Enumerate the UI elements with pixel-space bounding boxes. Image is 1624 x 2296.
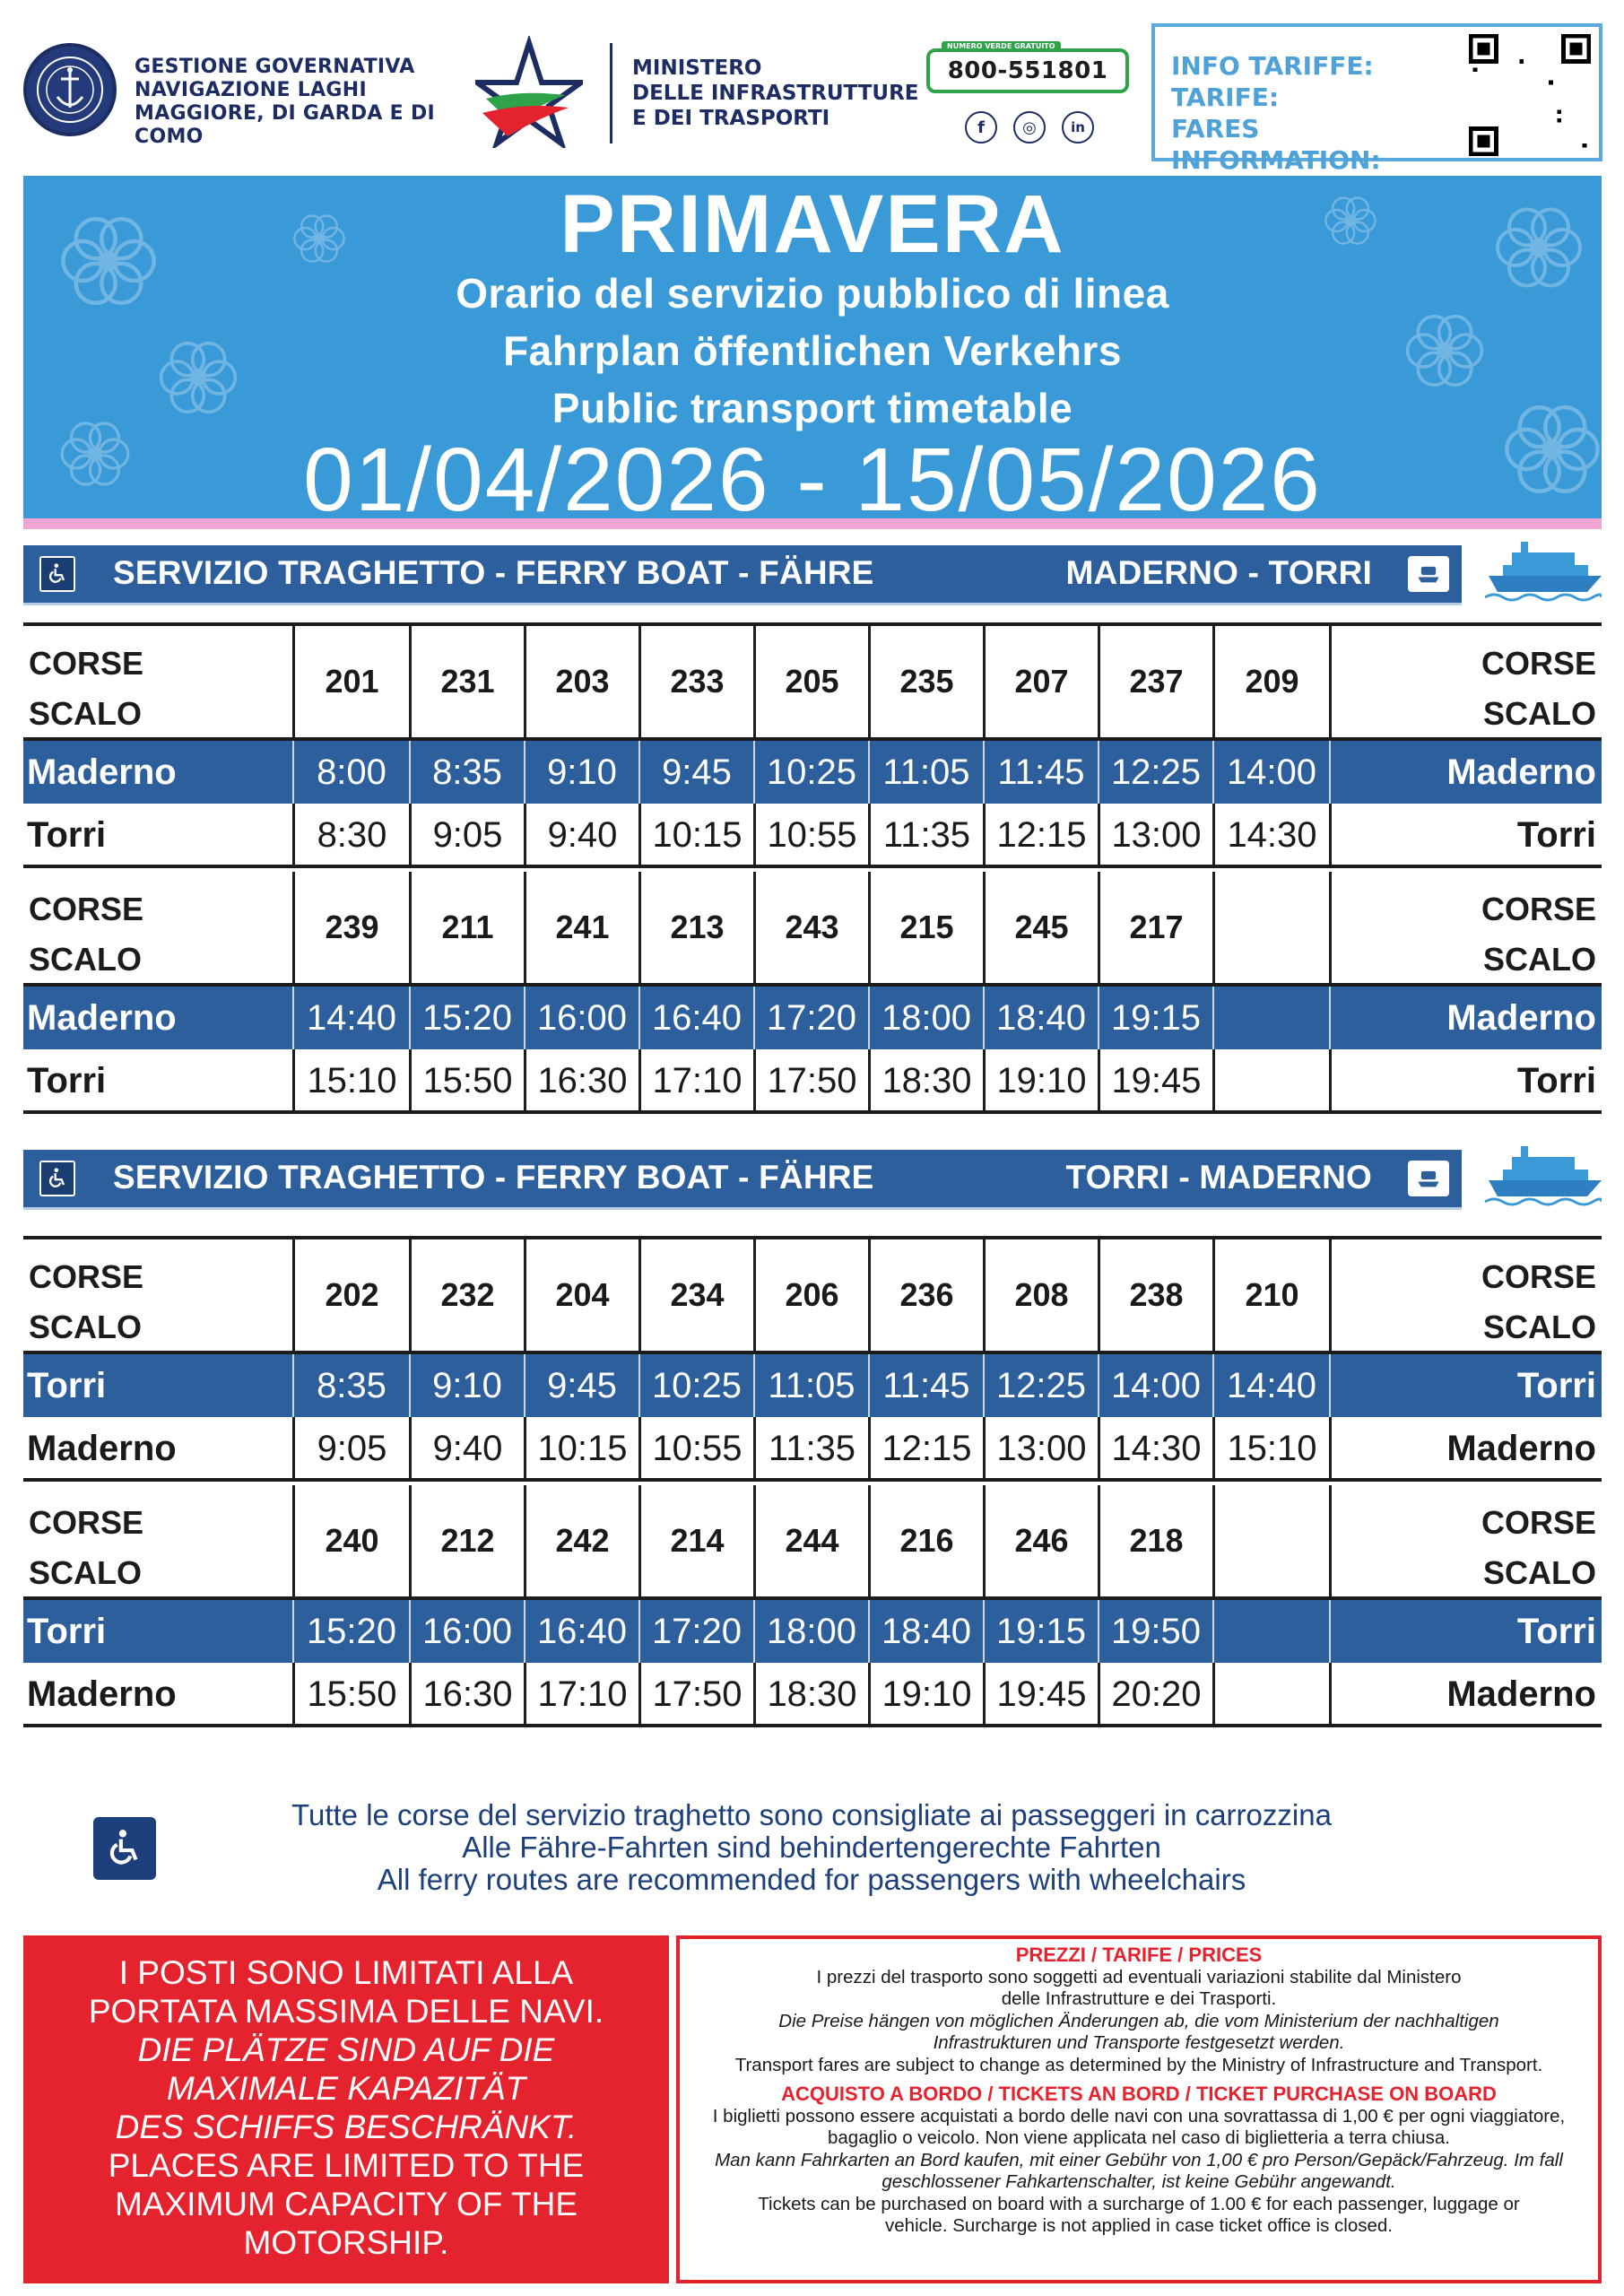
arrival-time: 14:30 [1098, 1417, 1212, 1480]
run-number: 245 [983, 872, 1098, 983]
capacity-it-2: PORTATA MASSIMA DELLE NAVI. [88, 1993, 604, 2030]
banner-line-en: Public transport timetable [551, 385, 1073, 431]
ministry-line-2: DELLE INFRASTRUTTURE [632, 82, 919, 105]
fares-info-text [1171, 50, 1467, 176]
departure-time: 16:40 [524, 1600, 638, 1663]
departure-time: 9:45 [638, 741, 753, 804]
arrival-time: 13:00 [1098, 804, 1212, 866]
arrival-time: 16:30 [409, 1663, 524, 1726]
runs-header-row [23, 1239, 1602, 1354]
run-number: 241 [524, 872, 638, 983]
org-line-3: MAGGIORE, DI GARDA E DI COMO [135, 102, 436, 148]
validity-dates: 01/04/2026 - 15/05/2026 [303, 430, 1322, 530]
run-number: 202 [292, 1239, 409, 1351]
departure-row [23, 1600, 1602, 1663]
column-rule [1329, 626, 1332, 737]
run-number: 212 [409, 1485, 524, 1596]
arrival-stop: Maderno [27, 1674, 177, 1714]
arrival-row [23, 1663, 1602, 1727]
wheelchair-icon [39, 556, 75, 592]
capacity-notice [23, 1953, 669, 2262]
arrival-stop: Torri [27, 815, 107, 855]
departure-stop: Torri [27, 1612, 107, 1651]
ship-icon [1485, 1139, 1602, 1211]
corse-scalo-label: CORSE SCALO [1481, 1504, 1596, 1591]
org-line-2: NAVIGAZIONE LAGHI [135, 79, 367, 101]
section-route: MADERNO - TORRI [1065, 554, 1372, 591]
departure-time: 19:15 [1098, 987, 1212, 1049]
arrival-time: 18:30 [753, 1663, 868, 1726]
arrival-time: 15:50 [409, 1049, 524, 1112]
ministry-star-logo [475, 36, 583, 148]
column-rule [1329, 872, 1332, 983]
departure-time: 9:45 [524, 1354, 638, 1417]
toll-free-box[interactable] [926, 48, 1129, 93]
arrival-time: 8:30 [292, 804, 409, 866]
run-number: 234 [638, 1239, 753, 1351]
departure-time: 8:35 [409, 741, 524, 804]
arrival-time: 9:05 [292, 1417, 409, 1480]
runs-header-row [23, 1485, 1602, 1600]
arrival-time: 9:40 [409, 1417, 524, 1480]
run-number: 206 [753, 1239, 868, 1351]
info-line-3: FARES INFORMATION: [1171, 114, 1381, 175]
departure-row [23, 987, 1602, 1049]
arrival-time: 17:50 [638, 1663, 753, 1726]
column-rule [1329, 804, 1332, 866]
section-title: SERVIZIO TRAGHETTO - FERRY BOAT - FÄHRE [113, 1159, 874, 1196]
departure-time: 18:00 [753, 1600, 868, 1663]
corse-scalo-label: CORSE SCALO [1481, 645, 1596, 732]
departure-time: 11:05 [753, 1354, 868, 1417]
run-number: 246 [983, 1485, 1098, 1596]
arrival-row [23, 804, 1602, 868]
arrival-stop: Maderno [1446, 1429, 1596, 1468]
departure-time: 15:20 [409, 987, 524, 1049]
corse-scalo-label: CORSE SCALO [29, 1504, 144, 1591]
departure-time: 18:00 [868, 987, 983, 1049]
arrival-time: 16:30 [524, 1049, 638, 1112]
run-number: 239 [292, 872, 409, 983]
run-number: 242 [524, 1485, 638, 1596]
arrival-time: 20:20 [1098, 1663, 1212, 1726]
arrival-time: 19:45 [1098, 1049, 1212, 1112]
arrival-time: 17:10 [524, 1663, 638, 1726]
arrival-time: 12:15 [983, 804, 1098, 866]
capacity-en-3: MOTORSHIP. [243, 2224, 449, 2261]
organization-name [135, 56, 484, 149]
run-number: 217 [1098, 872, 1212, 983]
run-number [1212, 1485, 1329, 1596]
column-rule [1329, 1663, 1332, 1726]
run-number: 204 [524, 1239, 638, 1351]
corse-scalo-label: CORSE SCALO [29, 645, 144, 732]
org-line-1: GESTIONE GOVERNATIVA [135, 56, 415, 78]
departure-stop: Torri [1516, 1612, 1596, 1651]
arrival-time: 10:15 [638, 804, 753, 866]
arrival-time [1212, 1049, 1329, 1112]
arrival-stop: Torri [1516, 815, 1596, 855]
run-number: 201 [292, 626, 409, 737]
arrival-time: 10:55 [638, 1417, 753, 1480]
departure-time: 10:25 [753, 741, 868, 804]
corse-scalo-label: CORSE SCALO [29, 1258, 144, 1345]
arrival-time: 9:40 [524, 804, 638, 866]
arrival-time: 10:15 [524, 1417, 638, 1480]
departure-time: 14:40 [1212, 1354, 1329, 1417]
arrival-time: 17:50 [753, 1049, 868, 1112]
run-number [1212, 872, 1329, 983]
onboard-en: Tickets can be purchased on board with a surcharge of 1.00 € for each passenger, luggage or vehicle. Surcharge is not applied in case ticket office is closed. [758, 2193, 1520, 2236]
column-rule [1329, 1354, 1331, 1417]
prices-heading: PREZZI / TARIFE / PRICES [1015, 1944, 1263, 1966]
departure-row [23, 1354, 1602, 1417]
departure-time: 12:25 [983, 1354, 1098, 1417]
run-number: 210 [1212, 1239, 1329, 1351]
arrival-time: 15:50 [292, 1663, 409, 1726]
arrival-time: 18:30 [868, 1049, 983, 1112]
banner-line-it: Orario del servizio pubblico di linea [456, 270, 1169, 317]
note-en: All ferry routes are recommended for passengers with wheelchairs [377, 1863, 1246, 1896]
departure-stop: Torri [1516, 1366, 1596, 1405]
departure-time: 11:45 [983, 741, 1098, 804]
onboard-de: Man kann Fahrkarten an Bord kaufen, mit einer Gebühr von 1,00 € pro Person/Gepäck/Fahrzeug. Im fall geschlossener Fahkartenschalter, ist keine Gebühr angewandt. [715, 2149, 1563, 2192]
departure-stop: Torri [27, 1366, 107, 1405]
column-rule [1329, 987, 1331, 1049]
run-number: 243 [753, 872, 868, 983]
anchor-emblem-icon [34, 54, 106, 126]
run-number: 231 [409, 626, 524, 737]
capacity-it-1: I POSTI SONO LIMITATI ALLA [118, 1954, 574, 1991]
capacity-de-2: MAXIMALE KAPAZITÄT [166, 2070, 526, 2107]
linkedin-icon[interactable]: in [1062, 111, 1094, 144]
departure-time: 17:20 [638, 1600, 753, 1663]
departure-stop: Maderno [27, 752, 177, 792]
run-number: 205 [753, 626, 868, 737]
run-number: 240 [292, 1485, 409, 1596]
departure-time: 9:10 [409, 1354, 524, 1417]
departure-time: 19:15 [983, 1600, 1098, 1663]
departure-time: 8:35 [292, 1354, 409, 1417]
run-number: 238 [1098, 1239, 1212, 1351]
departure-time: 8:00 [292, 741, 409, 804]
run-number: 244 [753, 1485, 868, 1596]
arrival-time: 17:10 [638, 1049, 753, 1112]
prices-de: Die Preise hängen von möglichen Änderungen ab, die vom Ministerium der nachhaltigen Infrastrukturen und Transporte festgesetzt werden. [778, 2010, 1499, 2053]
departure-time: 16:00 [409, 1600, 524, 1663]
departure-time: 9:10 [524, 741, 638, 804]
capacity-en-2: MAXIMUM CAPACITY OF THE [115, 2186, 578, 2222]
run-number: 209 [1212, 626, 1329, 737]
ship-icon [1485, 535, 1602, 606]
section-route: TORRI - MADERNO [1065, 1159, 1372, 1196]
ministry-line-1: MINISTERO [632, 57, 762, 80]
column-rule [1329, 1239, 1332, 1351]
run-number: 232 [409, 1239, 524, 1351]
qr-code-icon[interactable] [1469, 34, 1591, 156]
arrival-stop: Maderno [27, 1429, 177, 1468]
departure-time: 18:40 [868, 1600, 983, 1663]
run-number: 235 [868, 626, 983, 737]
departure-time: 14:00 [1098, 1354, 1212, 1417]
arrival-time: 19:45 [983, 1663, 1098, 1726]
navigazione-laghi-logo [23, 43, 117, 136]
header-divider [610, 43, 612, 144]
ferry-car-icon [1408, 1161, 1449, 1196]
runs-header-row [23, 626, 1602, 741]
arrival-time: 19:10 [868, 1663, 983, 1726]
arrival-time: 12:15 [868, 1417, 983, 1480]
corse-scalo-label: CORSE SCALO [29, 891, 144, 978]
run-number: 218 [1098, 1485, 1212, 1596]
ferry-car-icon [1408, 556, 1449, 592]
runs-header-row [23, 872, 1602, 987]
column-rule [1329, 1600, 1331, 1663]
prices-en: Transport fares are subject to change as determined by the Ministry of Infrastructure and Transport. [734, 2054, 1543, 2075]
arrival-time: 13:00 [983, 1417, 1098, 1480]
note-it: Tutte le corse del servizio traghetto sono consigliate ai passeggeri in carrozzina [291, 1798, 1332, 1831]
run-number: 213 [638, 872, 753, 983]
prices-info [682, 1944, 1596, 2238]
departure-time: 11:05 [868, 741, 983, 804]
run-number: 214 [638, 1485, 753, 1596]
info-line-2: TARIFE: [1171, 83, 1280, 112]
info-line-1: INFO TARIFFE: [1171, 51, 1374, 81]
departure-time: 16:40 [638, 987, 753, 1049]
column-rule [1329, 1049, 1332, 1112]
departure-time: 10:25 [638, 1354, 753, 1417]
instagram-icon[interactable]: ◎ [1013, 111, 1046, 144]
departure-stop: Maderno [1446, 998, 1596, 1038]
column-rule [1329, 1485, 1332, 1596]
arrival-time [1212, 1663, 1329, 1726]
departure-stop: Maderno [27, 998, 177, 1038]
column-rule [1329, 741, 1331, 804]
ministry-line-3: E DEI TRASPORTI [632, 107, 830, 130]
departure-time: 14:00 [1212, 741, 1329, 804]
accessibility-note [170, 1799, 1453, 1896]
note-de: Alle Fähre-Fahrten sind behindertengerechte Fahrten [462, 1831, 1161, 1864]
departure-time: 11:45 [868, 1354, 983, 1417]
run-number: 203 [524, 626, 638, 737]
run-number: 208 [983, 1239, 1098, 1351]
arrival-time: 15:10 [292, 1049, 409, 1112]
arrival-row [23, 1417, 1602, 1482]
season-title: PRIMAVERA [560, 178, 1065, 270]
facebook-icon[interactable]: f [965, 111, 997, 144]
arrival-time: 19:10 [983, 1049, 1098, 1112]
ministry-name [632, 56, 928, 131]
toll-free-tag: NUMERO VERDE GRATUITO [942, 41, 1061, 51]
run-number: 237 [1098, 626, 1212, 737]
departure-time [1212, 987, 1329, 1049]
arrival-time: 14:30 [1212, 804, 1329, 866]
prices-it: I prezzi del trasporto sono soggetti ad eventuali variazioni stabilite dal Ministero delle Infrastrutture e dei Trasporti. [816, 1966, 1462, 2009]
run-number: 207 [983, 626, 1098, 737]
run-number: 233 [638, 626, 753, 737]
onboard-heading: ACQUISTO A BORDO / TICKETS AN BORD / TICKET PURCHASE ON BOARD [781, 2083, 1497, 2105]
departure-time: 17:20 [753, 987, 868, 1049]
wheelchair-icon [93, 1817, 156, 1880]
corse-scalo-label: CORSE SCALO [1481, 891, 1596, 978]
column-rule [1329, 1417, 1332, 1480]
run-number: 216 [868, 1485, 983, 1596]
departure-time: 12:25 [1098, 741, 1212, 804]
arrival-stop: Maderno [1446, 1674, 1596, 1714]
banner-line-de: Fahrplan öffentlichen Verkehrs [503, 327, 1122, 374]
departure-stop: Maderno [1446, 752, 1596, 792]
arrival-stop: Torri [27, 1061, 107, 1100]
capacity-de-3: DES SCHIFFS BESCHRÄNKT. [115, 2109, 578, 2145]
arrival-time: 15:10 [1212, 1417, 1329, 1480]
run-number: 215 [868, 872, 983, 983]
toll-free-number[interactable]: 800-551801 [947, 57, 1108, 84]
onboard-it: I biglietti possono essere acquistati a bordo delle navi con una sovrattassa di 1,00 € per ogni viaggiatore, bagaglio o veicolo. Non viene applicata nel caso di biglietteria a terra chiusa. [712, 2105, 1566, 2148]
capacity-de-1: DIE PLÄTZE SIND AUF DIE [137, 2031, 555, 2068]
departure-row [23, 741, 1602, 804]
wheelchair-icon [39, 1161, 75, 1196]
arrival-time: 11:35 [753, 1417, 868, 1480]
departure-time: 16:00 [524, 987, 638, 1049]
arrival-time: 9:05 [409, 804, 524, 866]
section-title: SERVIZIO TRAGHETTO - FERRY BOAT - FÄHRE [113, 554, 874, 591]
departure-time [1212, 1600, 1329, 1663]
departure-time: 19:50 [1098, 1600, 1212, 1663]
arrival-time: 10:55 [753, 804, 868, 866]
corse-scalo-label: CORSE SCALO [1481, 1258, 1596, 1345]
run-number: 236 [868, 1239, 983, 1351]
capacity-en-1: PLACES ARE LIMITED TO THE [108, 2147, 585, 2184]
arrival-time: 11:35 [868, 804, 983, 866]
departure-time: 15:20 [292, 1600, 409, 1663]
departure-time: 18:40 [983, 987, 1098, 1049]
arrival-row [23, 1049, 1602, 1114]
departure-time: 14:40 [292, 987, 409, 1049]
arrival-stop: Torri [1516, 1061, 1596, 1100]
run-number: 211 [409, 872, 524, 983]
